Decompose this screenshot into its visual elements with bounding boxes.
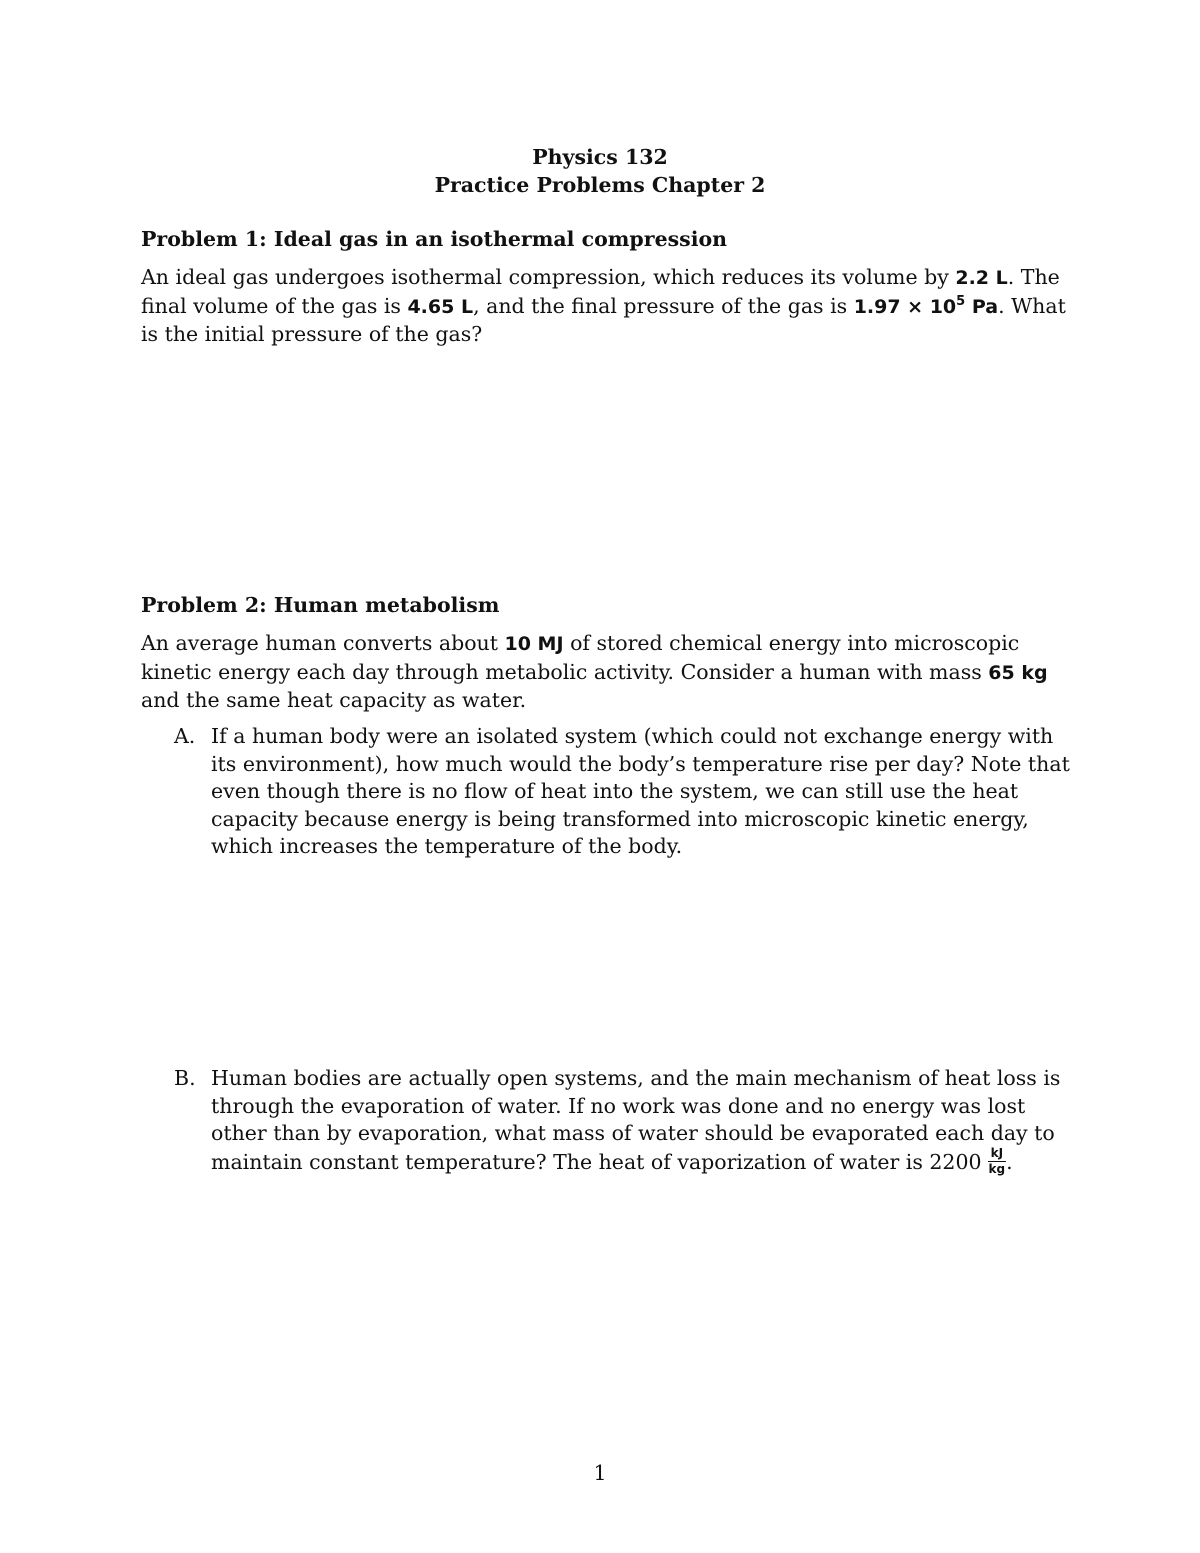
final-pressure-quantity xyxy=(853,293,999,318)
problem-2-heading: Problem 2: Human metabolism xyxy=(141,593,500,617)
problem-1-text-part: An ideal gas undergoes isothermal compression, which reduces its volume by xyxy=(141,265,956,289)
mass-quantity: 65 kg xyxy=(988,661,1048,684)
part-a-text: If a human body were an isolated system (which could not exchange energy with its environment), how much would the body’s temperature rise per day? Note that even though there is no flow of heat into the system, we can still use the heat capacity because energy is being transformed into microscopic kinetic energy, which increases the temperature of the body. xyxy=(211,724,1070,858)
problem-1-text-part: . The final volume of the gas is xyxy=(141,265,1060,318)
energy-quantity: 10 MJ xyxy=(504,633,564,655)
page-number: 1 xyxy=(593,1461,607,1485)
heat-of-vaporization-unit xyxy=(988,1146,1007,1177)
pressure-unit: Pa xyxy=(965,295,999,318)
pressure-mantissa: 1.97 × 10 xyxy=(853,295,957,318)
course-title: Physics 132 xyxy=(532,145,668,169)
problem-1-heading: Problem 1: Ideal gas in an isothermal compression xyxy=(141,227,728,251)
problem-2-text-part: and the same heat capacity as water. xyxy=(141,688,527,712)
unit-numerator: kJ xyxy=(988,1146,1007,1162)
problem-1-text-part: . What is the initial pressure of the gas? xyxy=(141,293,1066,346)
part-a-marker: A. xyxy=(174,724,196,748)
problem-1-text-part: , and the final pressure of the gas is xyxy=(473,293,854,318)
problem-2-part-b xyxy=(174,1065,1074,1179)
part-b-text xyxy=(211,1065,1074,1179)
part-b-text-end: . xyxy=(1006,1149,1013,1174)
unit-denominator: kg xyxy=(988,1161,1006,1176)
problem-2-text-part: of stored chemical energy into microscopic kinetic energy each day through metabolic activity. Consider a human with mass xyxy=(141,631,1020,684)
problem-2-text xyxy=(141,630,1071,715)
problem-2-part-a xyxy=(174,723,1074,861)
part-b-text-body: Human bodies are actually open systems, and the main mechanism of heat loss is through the evaporation of water. If no work was done and no energy was lost other than by evaporation, what mass of water should be evaporated each day to maintain constant temperature? The heat of vaporization of water is 2200 xyxy=(211,1066,1061,1174)
problem-1-text xyxy=(141,264,1071,349)
final-volume-quantity: 4.65 L xyxy=(407,295,474,318)
part-b-marker: B. xyxy=(174,1066,196,1090)
volume-change-quantity: 2.2 L xyxy=(955,267,1008,289)
pressure-exponent: 5 xyxy=(956,293,966,309)
page-subtitle: Practice Problems Chapter 2 xyxy=(434,173,766,197)
problem-2-text-part: An average human converts about xyxy=(141,631,505,655)
